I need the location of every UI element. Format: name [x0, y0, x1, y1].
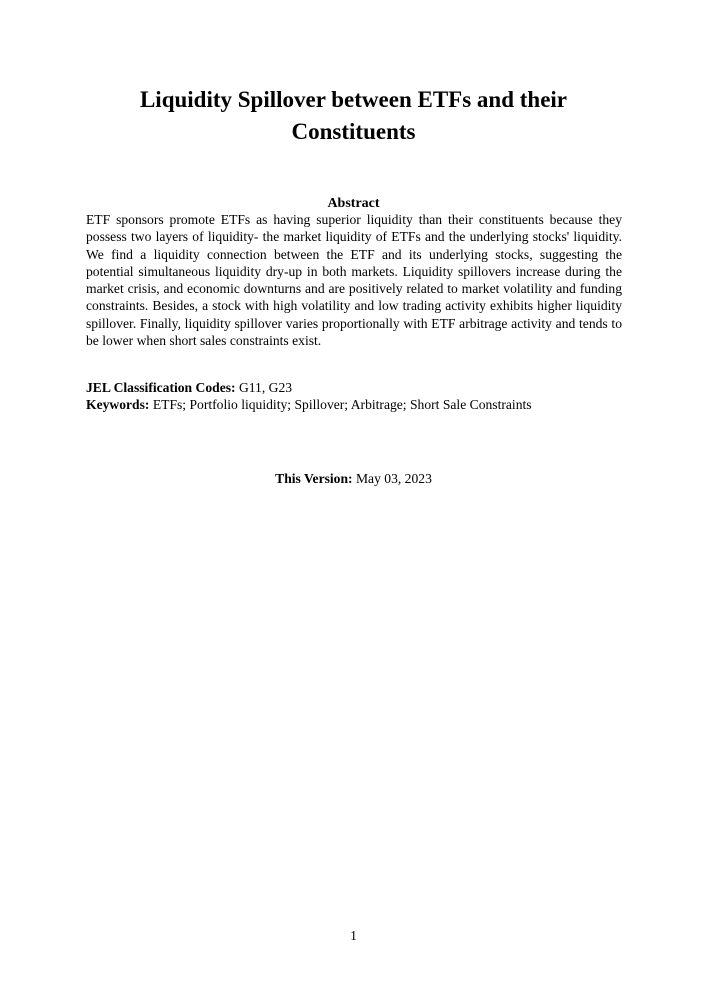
paper-title: Liquidity Spillover between ETFs and their Constituents	[139, 87, 568, 144]
page-number: 1	[350, 928, 357, 943]
keywords-value: ETFs; Portfolio liquidity; Spillover; Arbitrage; Short Sale Constraints	[152, 397, 532, 413]
abstract-heading: Abstract	[327, 196, 380, 211]
paper-metadata	[86, 379, 626, 414]
keywords-line	[86, 396, 626, 413]
keywords-label: Keywords:	[86, 397, 150, 413]
jel-codes-label: JEL Classification Codes:	[86, 380, 236, 395]
abstract-text: ETF sponsors promote ETFs as having superior liquidity than their constituents because they possess two layers of liquidity- the market liquidity of ETFs and the underlying stocks' liquidity. We find a liquidity connection between the ETF and its underlying stocks, suggesting the potential simultaneous liquidity dry-up in both markets. Liquidity spillovers increase during the market crisis, and economic downturns and are positively related to market volatility and funding constraints. Besides, a stock with high volatility and low trading activity exhibits higher liquidity spillover. Finally, liquidity spillover varies proportionally with ETF arbitrage activity and tends to be lower when short sales constraints exist.	[86, 212, 622, 349]
jel-codes-line	[86, 379, 626, 396]
version-date: May 03, 2023	[355, 471, 432, 486]
version-label: This Version:	[275, 471, 353, 486]
version-line	[86, 470, 621, 487]
jel-codes-value: G11, G23	[238, 380, 293, 395]
